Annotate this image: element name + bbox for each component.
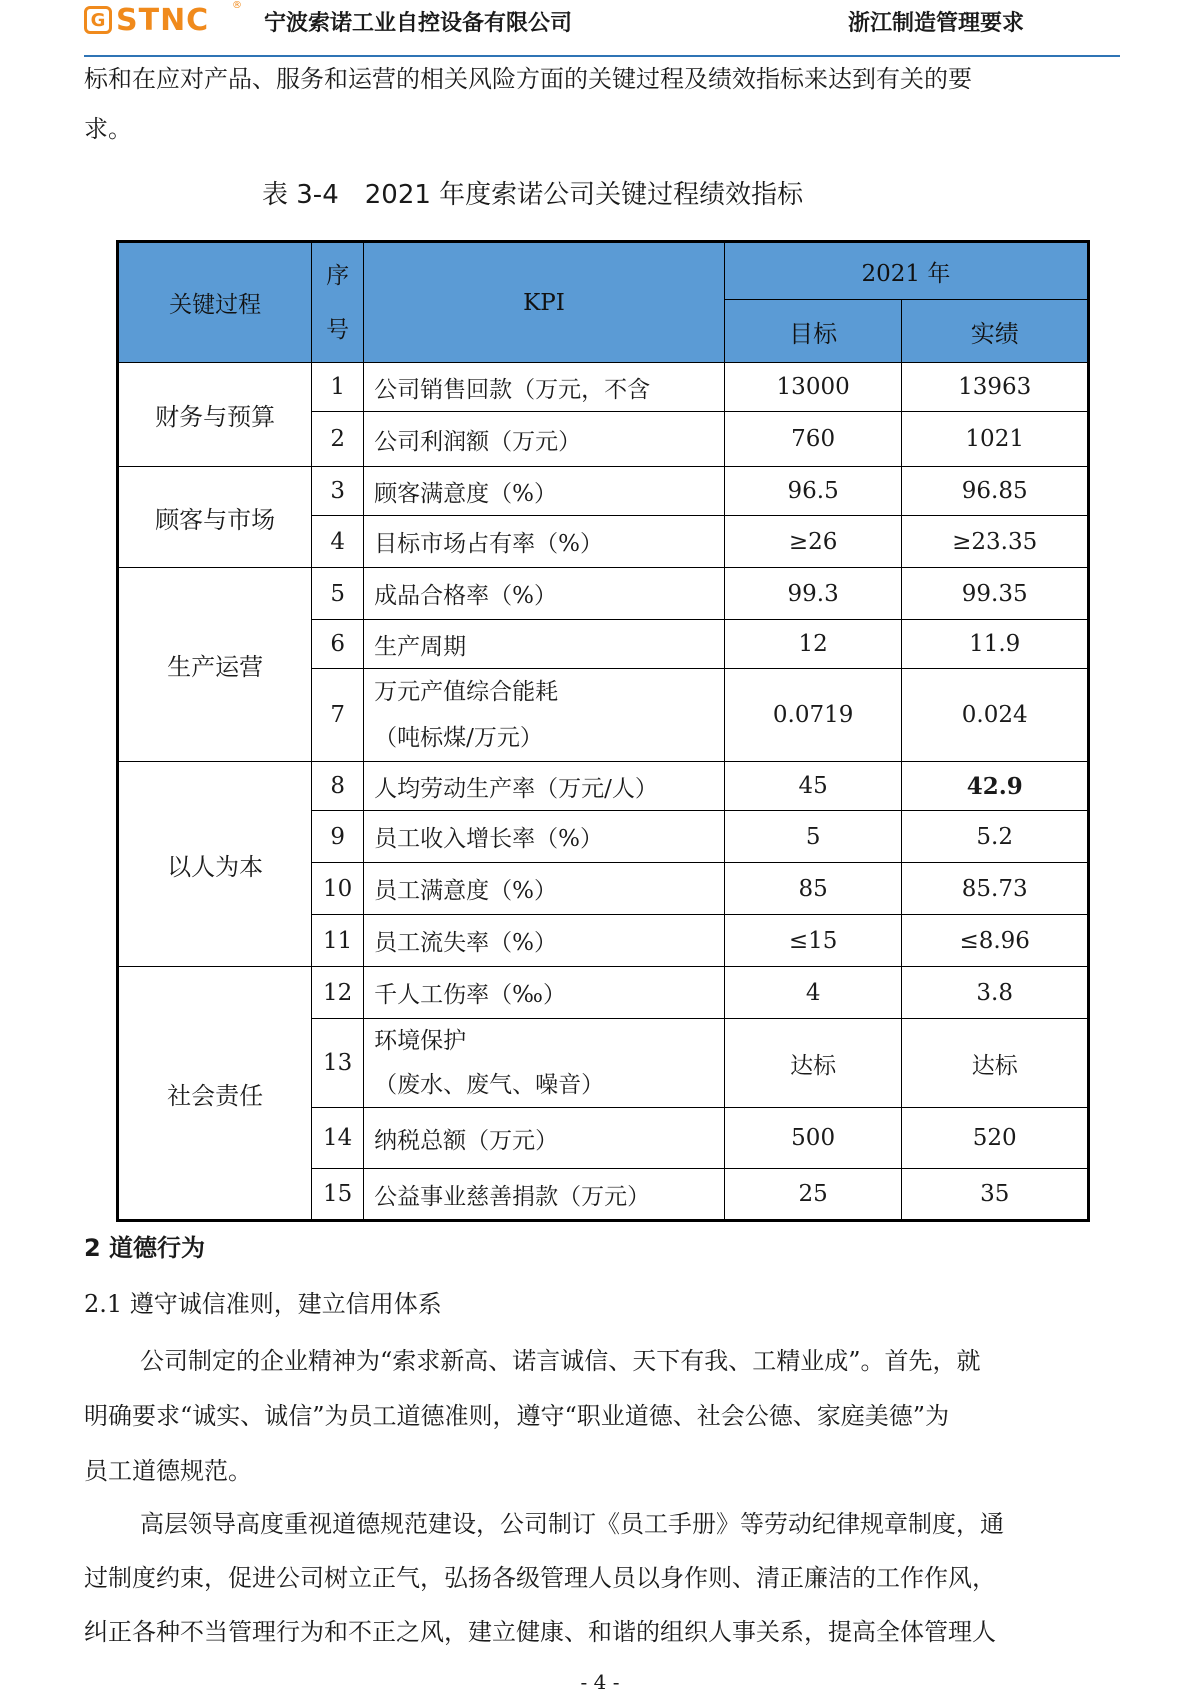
- kpi-cell-line-2: （吨标煤/万元）: [374, 725, 543, 751]
- target-cell: 99.3: [724, 568, 902, 620]
- seq-cell: 10: [312, 863, 364, 915]
- actual-cell: 96.85: [902, 467, 1089, 516]
- table-row: [118, 762, 1089, 811]
- target-cell: 85: [724, 863, 902, 915]
- subsection-heading: 2.1 遵守诚信准则，建立信用体系: [84, 1290, 442, 1318]
- kpi-cell: 成品合格率（%）: [364, 568, 725, 620]
- paragraph-1-line-3: 员工道德规范。: [84, 1457, 252, 1485]
- section-heading: 2 道德行为: [84, 1234, 206, 1262]
- kpi-cell: 顾客满意度（%）: [364, 467, 725, 516]
- seq-cell: 14: [312, 1108, 364, 1169]
- target-cell: 4: [724, 967, 902, 1019]
- seq-cell: 2: [312, 412, 364, 467]
- seq-cell: 4: [312, 516, 364, 568]
- header-target: 目标: [724, 300, 902, 363]
- kpi-cell: 生产周期: [364, 620, 725, 669]
- target-cell: 96.5: [724, 467, 902, 516]
- seq-cell: 6: [312, 620, 364, 669]
- process-cell: 财务与预算: [118, 363, 312, 467]
- target-cell: 500: [724, 1108, 902, 1169]
- kpi-cell: 纳税总额（万元）: [364, 1108, 725, 1169]
- actual-cell: 99.35: [902, 568, 1089, 620]
- target-cell: 25: [724, 1169, 902, 1221]
- kpi-cell: 员工流失率（%）: [364, 915, 725, 967]
- process-cell: 社会责任: [118, 967, 312, 1221]
- table-caption-number: 表 3-4: [262, 180, 339, 210]
- company-name: 宁波索诺工业自控设备有限公司: [264, 11, 573, 36]
- header-year: 2021 年: [724, 242, 1088, 300]
- kpi-cell: 员工满意度（%）: [364, 863, 725, 915]
- target-cell: ≤15: [724, 915, 902, 967]
- kpi-cell: 员工收入增长率（%）: [364, 811, 725, 863]
- seq-cell: 7: [312, 669, 364, 762]
- table-row: [118, 363, 1089, 412]
- table-row: [118, 467, 1089, 516]
- table-header-row: [118, 242, 1089, 300]
- actual-cell: 1021: [902, 412, 1089, 467]
- header-kpi: KPI: [364, 242, 725, 363]
- target-cell: 0.0719: [724, 669, 902, 762]
- actual-cell: ≤8.96: [902, 915, 1089, 967]
- table-row: [118, 967, 1089, 1019]
- process-cell: 顾客与市场: [118, 467, 312, 568]
- table-row: [118, 568, 1089, 620]
- kpi-cell: 公司销售回款（万元，不含: [364, 363, 725, 412]
- seq-cell: 8: [312, 762, 364, 811]
- actual-cell: 达标: [902, 1019, 1089, 1108]
- actual-cell: 35: [902, 1169, 1089, 1221]
- document-title: 浙江制造管理要求: [847, 11, 1024, 36]
- seq-cell: 11: [312, 915, 364, 967]
- header-process: 关键过程: [118, 242, 312, 363]
- header-actual: 实绩: [902, 300, 1089, 363]
- page-header: [84, 0, 1120, 44]
- actual-cell: 13963: [902, 363, 1089, 412]
- paragraph-1-line-1: 公司制定的企业精神为“索求新高、诺言诚信、天下有我、工精业成”。首先，就: [140, 1347, 981, 1375]
- header-seq: [312, 242, 364, 363]
- company-logo: [84, 2, 209, 38]
- target-cell: 达标: [724, 1019, 902, 1108]
- kpi-cell: 千人工伤率（‰）: [364, 967, 725, 1019]
- page-number: - 4 -: [580, 1670, 620, 1694]
- paragraph-1-line-2: 明确要求“诚实、诚信”为员工道德准则，遵守“职业道德、社会公德、家庭美德”为: [84, 1402, 950, 1430]
- target-cell: 12: [724, 620, 902, 669]
- intro-line-2: 求。: [84, 115, 132, 143]
- actual-cell: 3.8: [902, 967, 1089, 1019]
- kpi-cell-line-2: （废水、废气、噪音）: [374, 1072, 605, 1098]
- kpi-cell: 人均劳动生产率（万元/人）: [364, 762, 725, 811]
- seq-cell: 5: [312, 568, 364, 620]
- seq-cell: 12: [312, 967, 364, 1019]
- process-cell: 生产运营: [118, 568, 312, 762]
- actual-cell: 85.73: [902, 863, 1089, 915]
- target-cell: 13000: [724, 363, 902, 412]
- actual-cell: ≥23.35: [902, 516, 1089, 568]
- target-cell: ≥26: [724, 516, 902, 568]
- process-cell: 以人为本: [118, 762, 312, 967]
- kpi-cell: 目标市场占有率（%）: [364, 516, 725, 568]
- logo-mark-icon: G: [84, 6, 112, 34]
- kpi-cell-line-1: 环境保护: [374, 1028, 467, 1054]
- paragraph-2-line-1: 高层领导高度重视道德规范建设，公司制订《员工手册》等劳动纪律规章制度，通: [140, 1510, 1004, 1538]
- kpi-cell: 公益事业慈善捐款（万元）: [364, 1169, 725, 1221]
- logo-registered-mark: ®: [232, 0, 242, 11]
- kpi-table: [116, 240, 1090, 1222]
- actual-cell: 0.024: [902, 669, 1089, 762]
- target-cell: 5: [724, 811, 902, 863]
- seq-cell: 13: [312, 1019, 364, 1108]
- kpi-cell: [364, 669, 725, 762]
- intro-line-1: 标和在应对产品、服务和运营的相关风险方面的关键过程及绩效指标来达到有关的要: [84, 65, 972, 93]
- table-caption: [262, 174, 803, 211]
- paragraph-2-line-2: 过制度约束，促进公司树立正气，弘扬各级管理人员以身作则、清正廉洁的工作作风，: [84, 1564, 996, 1592]
- actual-cell: 5.2: [902, 811, 1089, 863]
- paragraph-2-line-3: 纠正各种不当管理行为和不正之风，建立健康、和谐的组织人事关系，提高全体管理人: [84, 1618, 996, 1646]
- seq-cell: 15: [312, 1169, 364, 1221]
- header-seq-line-1: 序: [326, 262, 350, 289]
- actual-cell: 42.9: [902, 762, 1089, 811]
- kpi-cell: [364, 1019, 725, 1108]
- seq-cell: 1: [312, 363, 364, 412]
- seq-cell: 3: [312, 467, 364, 516]
- target-cell: 760: [724, 412, 902, 467]
- kpi-cell: 公司利润额（万元）: [364, 412, 725, 467]
- logo-text: STNC: [116, 2, 210, 38]
- kpi-cell-line-1: 万元产值综合能耗: [374, 679, 559, 705]
- table-caption-title: 2021 年度索诺公司关键过程绩效指标: [364, 180, 804, 210]
- seq-cell: 9: [312, 811, 364, 863]
- actual-cell: 11.9: [902, 620, 1089, 669]
- header-seq-line-2: 号: [326, 316, 350, 343]
- target-cell: 45: [724, 762, 902, 811]
- actual-cell: 520: [902, 1108, 1089, 1169]
